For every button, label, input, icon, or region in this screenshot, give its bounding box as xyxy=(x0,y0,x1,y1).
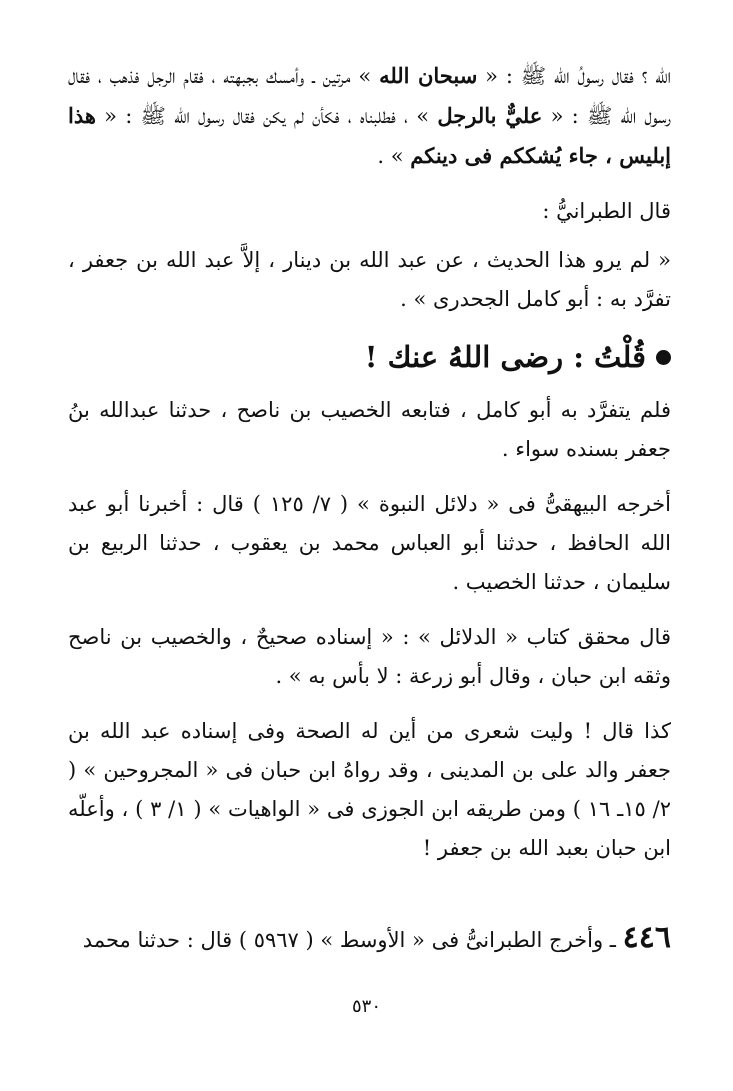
editor-quote-paragraph: قال محقق كتاب « الدلائل » : « إسناده صحيحٌ ، والخصيب بن ناصح وثقه ابن حبان ، وقال أبو زرعة : لا بأس به » . xyxy=(68,625,671,688)
critique-paragraph: كذا قال ! وليت شعرى من أين له الصحة وفى إسناده عبد الله بن جعفر والد على بن المدينى ، وقد رواهُ ابن حبان فى « المجروحين » ( ٢/ ١٥ـ ١٦ ) ومن طريقه ابن الجوزى فى « الواهيات » ( ١/ ٣ ) ، وأعلّه ابن حبان بعبد الله بن جعفر ! xyxy=(68,719,671,860)
text-run: » مرتين ـ وأمسك بجبهته ، فقام الرجل فذهب ، فقال رسول الله ﷺ : « xyxy=(68,64,672,128)
section-heading xyxy=(68,335,671,379)
text-run: » . xyxy=(377,144,404,168)
bullet-icon xyxy=(656,350,671,365)
prophet-quote-2: عليٌّ بالرجل xyxy=(437,103,543,128)
bayhaqi-paragraph: أخرجه البيهقىُّ فى « دلائل النبوة » ( ٧/ ١٢٥ ) قال : أخبرنا أبو عبد الله الحافظ ، حدثنا أبو العباس محمد بن يعقوب ، حدثنا الربيع بن سليمان ، حدثنا الخصيب . xyxy=(68,492,671,594)
page-number: ٥٣٠ xyxy=(351,996,381,1017)
prophet-quote-1: سبحان الله xyxy=(379,63,478,88)
section-heading-text: قُلْتُ : رضى اللهُ عنك ! xyxy=(364,340,646,374)
tabarani-intro: قال الطبرانيُّ : xyxy=(542,199,671,223)
tabarani-quote: « لم يرو هذا الحديث ، عن عبد الله بن دينار ، إلاَّ عبد الله بن جعفر ، تفرَّد به : أبو كامل الجحدرى » . xyxy=(68,248,671,311)
hadith-entry-start xyxy=(68,918,671,960)
hadith-entry-text: ـ وأخرج الطبرانىُّ فى « الأوسط » ( ٥٩٦٧ ) قال : حدثنا محمد xyxy=(82,928,616,952)
text-run: » ، فطلبناه ، فكأن لم يكن فقال رسول الله ﷺ : « xyxy=(104,104,430,128)
commentary-paragraph: فلم يتفرَّد به أبو كامل ، فتابعه الخصيب بن ناصح ، حدثنا عبدالله بنُ جعفر بسنده سواء . xyxy=(68,398,671,461)
text-run: الله ؟ فقال رسولُ الله ﷺ : « xyxy=(485,64,671,88)
hadith-number: ٤٤٦ xyxy=(622,920,671,955)
hadith-continuation-paragraph xyxy=(68,56,671,176)
prophet-quote-3: هذا إبليس ، جاء يُشككم فى دينكم xyxy=(68,103,671,168)
